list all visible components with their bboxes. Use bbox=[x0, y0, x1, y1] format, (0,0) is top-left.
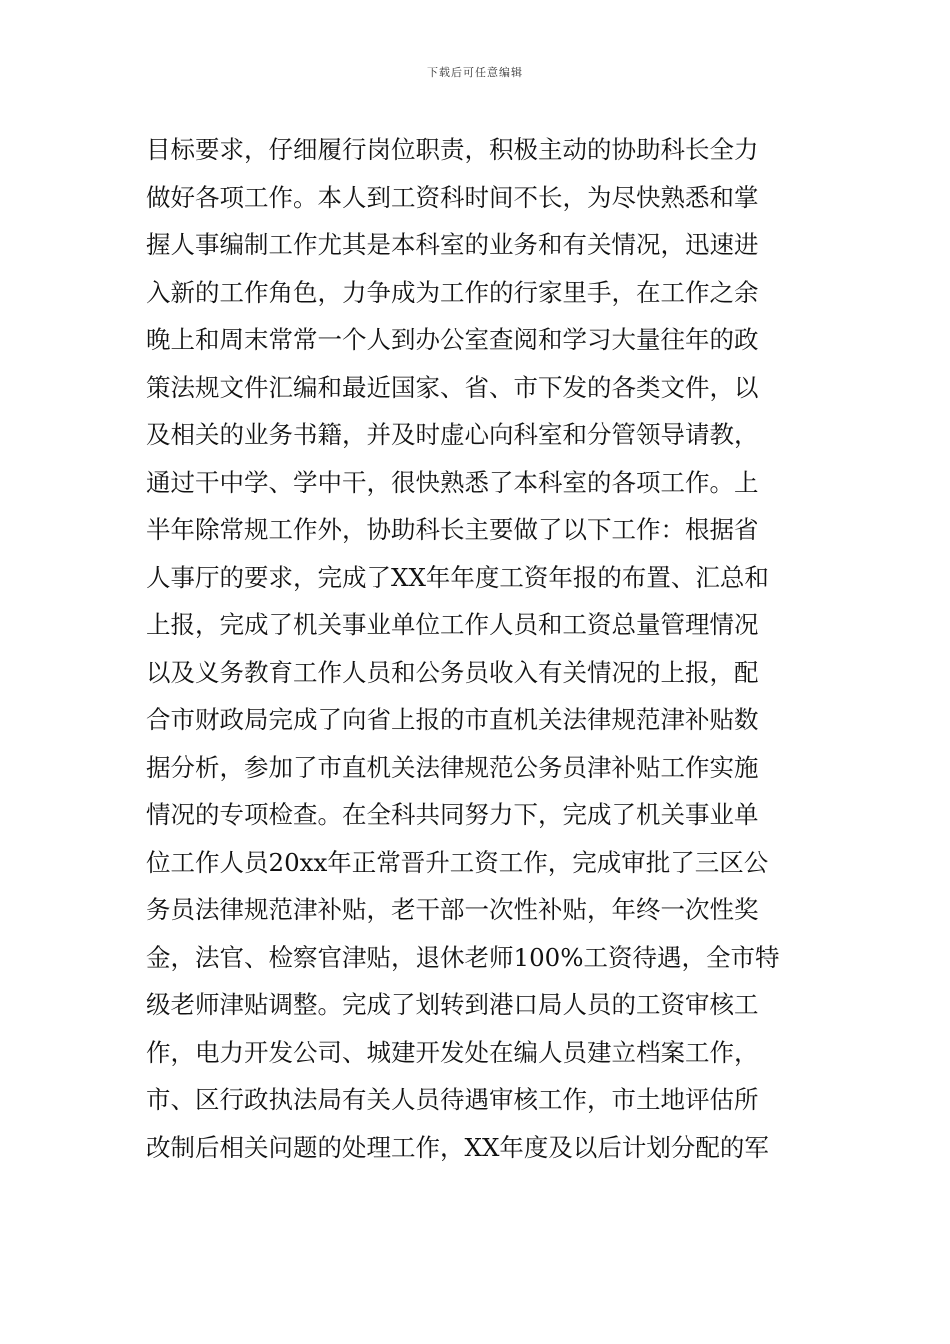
text-line: 目标要求，仔细履行岗位职责，积极主动的协助科长全力 bbox=[146, 135, 759, 164]
text-line: 务员法律规范津补贴，老干部一次性补贴，年终一次性奖 bbox=[146, 895, 759, 924]
text-line: 改制后相关问题的处理工作，XX年度及以后计划分配的军 bbox=[146, 1132, 769, 1162]
text-line: 半年除常规工作外，协助科长主要做了以下工作：根据省 bbox=[146, 515, 759, 544]
text-line: 握人事编制工作尤其是本科室的业务和有关情况，迅速进 bbox=[146, 230, 759, 259]
text-line: 晚上和周末常常一个人到办公室查阅和学习大量往年的政 bbox=[146, 325, 759, 354]
text-line: 据分析，参加了市直机关法律规范公务员津补贴工作实施 bbox=[146, 752, 759, 782]
text-line: 以及义务教育工作人员和公务员收入有关情况的上报，配 bbox=[146, 657, 759, 687]
text-line: 人事厅的要求，完成了XX年年度工资年报的布置、汇总和 bbox=[146, 562, 769, 592]
page-header: 下载后可任意编辑 bbox=[427, 66, 523, 79]
text-line: 入新的工作角色，力争成为工作的行家里手，在工作之余 bbox=[146, 277, 759, 307]
text-line: 及相关的业务书籍，并及时虚心向科室和分管领导请教， bbox=[146, 420, 759, 449]
text-line: 合市财政局完成了向省上报的市直机关法律规范津补贴数 bbox=[146, 705, 759, 734]
text-line: 市、区行政执法局有关人员待遇审核工作，市土地评估所 bbox=[146, 1085, 759, 1114]
text-line: 级老师津贴调整。完成了划转到港口局人员的工资审核工 bbox=[146, 990, 759, 1019]
text-line: 策法规文件汇编和最近国家、省、市下发的各类文件，以 bbox=[146, 372, 759, 402]
text-line: 情况的专项检查。在全科共同努力下，完成了机关事业单 bbox=[146, 800, 759, 829]
text-line: 上报，完成了机关事业单位工作人员和工资总量管理情况 bbox=[146, 610, 759, 639]
text-line: 位工作人员20xx年正常晋升工资工作，完成审批了三区公 bbox=[146, 847, 769, 877]
text-line: 做好各项工作。本人到工资科时间不长，为尽快熟悉和掌 bbox=[146, 182, 759, 212]
text-line: 作，电力开发公司、城建开发处在编人员建立档案工作， bbox=[146, 1037, 759, 1067]
text-line: 通过干中学、学中干，很快熟悉了本科室的各项工作。上 bbox=[146, 467, 759, 497]
document-body bbox=[146, 126, 810, 1171]
text-line: 金，法官、检察官津贴，退休老师100%工资待遇，全市特 bbox=[146, 942, 780, 972]
